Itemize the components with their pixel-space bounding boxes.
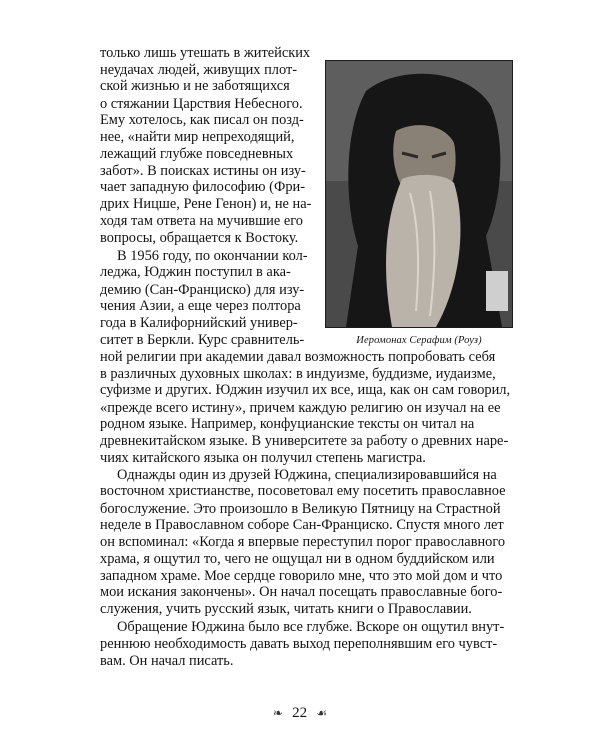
text-line: мои искания закончены». Он начал посещать православные бого- bbox=[100, 584, 503, 600]
text-line: только лишь утешать в житейских bbox=[100, 45, 311, 61]
text-line: ской жизнью и не заботящихся bbox=[100, 78, 290, 94]
text-line: Ему хотелось, как писал он позд- bbox=[100, 112, 304, 128]
text-line: «прежде всего истину», причем каждую религию он изучал на ее bbox=[100, 400, 501, 416]
text-line: нее, «найти мир непреходящий, bbox=[100, 129, 295, 145]
text-line: леджа, Юджин поступил в ака- bbox=[100, 264, 291, 280]
text-line: храма, я ощутил то, чего не ощущал ни в одном буддийском или bbox=[100, 551, 495, 567]
text-line: В 1956 году, по окончании кол- bbox=[117, 248, 308, 264]
text-line: родном языке. Например, конфуцианские тексты он читал на bbox=[100, 416, 475, 432]
text-line: чения Азии, а еще через полтора bbox=[100, 298, 301, 314]
text-line: в различных духовных школах: в индуизме, буддизме, иудаизме, bbox=[100, 366, 496, 382]
page-number: 22 bbox=[292, 705, 308, 721]
text-line: чиях китайского языка он получил степень магистра. bbox=[100, 450, 426, 466]
right-ornament: ☙ bbox=[316, 706, 328, 720]
text-line: ситет в Беркли. Курс сравнитель- bbox=[100, 332, 305, 348]
text-line: ной религии при академии давал возможность попробовать себя bbox=[100, 349, 496, 365]
text-line: западном храме. Мое сердце говорило мне, что это мой дом и что bbox=[100, 568, 503, 584]
text-line: неудачах людей, живущих плот- bbox=[100, 62, 298, 78]
text-line: забот». В поисках истины он изу- bbox=[100, 163, 306, 179]
text-line: вопросы, обращается к Востоку. bbox=[100, 230, 299, 246]
text-line: неделе в Православном соборе Сан-Франциско. Спустя много лет bbox=[100, 517, 504, 533]
text-line: вам. Он начал писать. bbox=[100, 653, 234, 669]
left-ornament: ❧ bbox=[272, 706, 283, 720]
text-line: он вспоминал: «Когда я впервые переступил порог православного bbox=[100, 534, 506, 550]
page-footer bbox=[0, 705, 600, 722]
text-line: богослужение. Это произошло в Великую Пятницу на Страстной bbox=[100, 501, 501, 517]
text-line: Обращение Юджина было все глубже. Вскоре он ощутил внут- bbox=[117, 619, 505, 635]
text-line: древнекитайском языке. В университете за работу о древних наре- bbox=[100, 433, 509, 449]
text-line: служения, учить русский язык, читать книги о Православии. bbox=[100, 601, 472, 617]
figure-caption: Иеромонах Серафим (Роуз) bbox=[356, 335, 482, 346]
text-line: лежащий глубже повседневных bbox=[100, 146, 294, 162]
text-line: Однажды один из друзей Юджина, специализировавшийся на bbox=[117, 467, 497, 483]
text-line: суфизме и других. Юджин изучил их все, ища, как он сам говорил, bbox=[100, 382, 511, 398]
text-line: демию (Сан-Франциско) для изу- bbox=[100, 282, 305, 298]
text-line: дрих Ницше, Рене Генон) и, не на- bbox=[100, 196, 312, 212]
text-line: восточном христианстве, посоветовал ему посетить православное bbox=[100, 483, 506, 499]
text-line: года в Калифорнийский универ- bbox=[100, 315, 298, 331]
text-line: ходя там ответа на мучившие его bbox=[100, 213, 303, 229]
text-line: чает западную философию (Фри- bbox=[100, 179, 306, 195]
text-line: о стяжании Царствия Небесного. bbox=[100, 96, 303, 112]
text-line: реннюю необходимость давать выход переполнявшим его чувст- bbox=[100, 636, 498, 652]
